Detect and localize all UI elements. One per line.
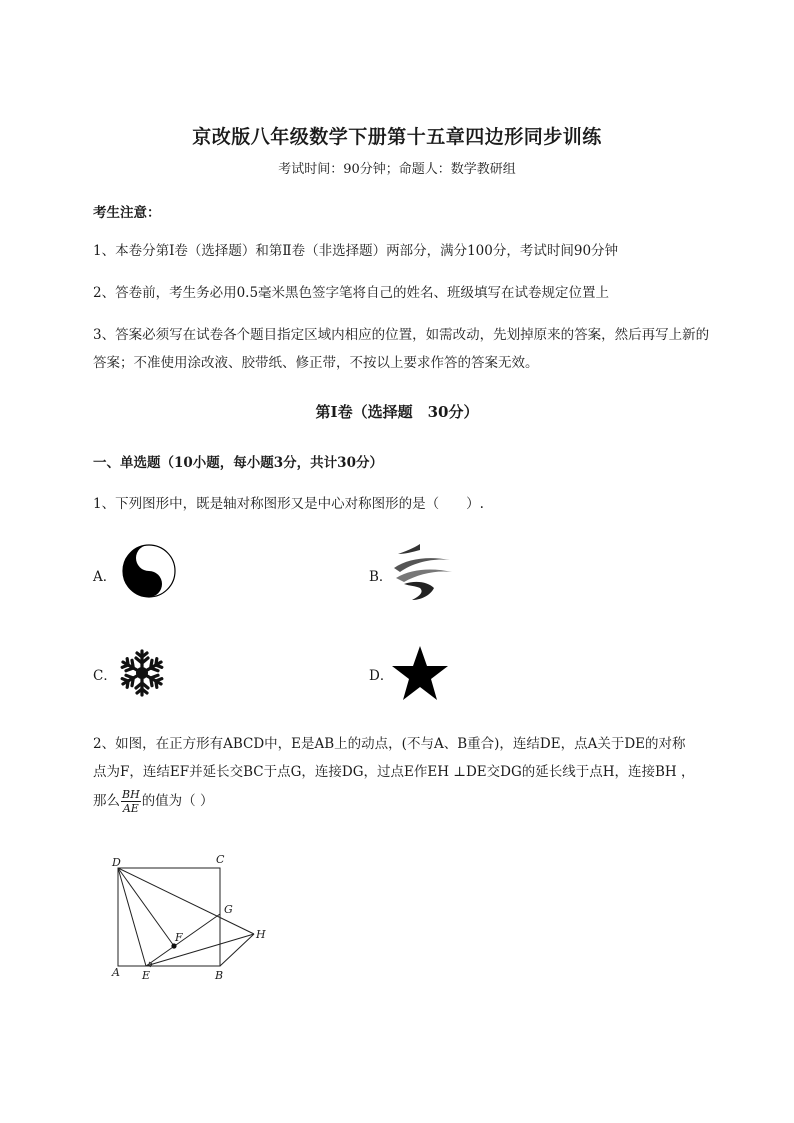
swirl-logo-icon xyxy=(390,540,454,602)
snowflake-icon xyxy=(119,648,165,698)
label-e: E xyxy=(142,969,151,982)
segment-de xyxy=(118,868,146,966)
square-geometry-figure xyxy=(104,848,274,986)
notice-item-1: 1、本卷分第I卷（选择题）和第Ⅱ卷（非选择题）两部分，满分100分，考试时间90分钟 xyxy=(93,243,619,259)
notice-item-2: 2、答卷前，考生务必用0.5毫米黑色签字笔将自己的姓名、班级填写在试卷规定位置上 xyxy=(93,285,610,301)
label-h: H xyxy=(256,928,266,941)
yin-yang-icon xyxy=(122,544,176,598)
notice-item-3: 3、答案必须写在试卷各个题目指定区域内相应的位置，如需改动，先划掉原来的答案，然后再写上新的答案；不准使用涂改液、胶带纸、修正带，不按以上要求作答的答案无效。 xyxy=(93,327,710,371)
q2-line-2: 点为F，连结EF并延长交BC于点G，连接DG，过点E作EH ⊥DE交DG的延长线于点H，连接BH ， xyxy=(93,764,695,780)
section-title: 第I卷（选择题 30分） xyxy=(315,403,479,421)
q2-line-3-prefix: 那么 xyxy=(93,793,120,809)
q2-line-3 xyxy=(93,787,213,815)
label-f: F xyxy=(175,931,183,944)
q2-line-3-suffix: 的值为（ ） xyxy=(141,793,214,809)
label-d: D xyxy=(112,856,121,869)
square-abcd xyxy=(118,868,220,966)
segment-df xyxy=(118,868,174,946)
q1-option-b-label: B． xyxy=(369,569,393,585)
part-heading: 一、单选题（10小题，每小题3分，共计30分） xyxy=(93,455,383,471)
label-b: B xyxy=(215,969,224,982)
label-a: A xyxy=(112,966,120,979)
q1-option-c-label: C． xyxy=(93,668,117,684)
q1-option-a-label: A． xyxy=(93,569,117,585)
q1-stem: 1、下列图形中，既是轴对称图形又是中心对称图形的是（ ）. xyxy=(93,496,484,512)
label-g: G xyxy=(224,903,233,916)
page-title: 京改版八年级数学下册第十五章四边形同步训练 xyxy=(192,126,602,148)
segment-eh xyxy=(146,934,254,966)
segment-dh xyxy=(118,868,254,934)
star-icon xyxy=(391,645,449,701)
bh-over-ae-fraction xyxy=(121,788,141,815)
point-f xyxy=(171,943,176,948)
q1-option-d-label: D． xyxy=(369,668,394,684)
fraction-denominator: AE xyxy=(122,802,139,815)
exam-info: 考试时间：90分钟；命题人：数学教研组 xyxy=(278,162,516,177)
label-c: C xyxy=(216,853,225,866)
fraction-numerator: BH xyxy=(122,788,140,801)
notice-heading: 考生注意： xyxy=(93,205,161,221)
q2-line-1: 2、如图，在正方形有ABCD中，E是AB上的动点，(不与A、B重合)，连结DE，点A关于DE的对称 xyxy=(93,736,686,752)
